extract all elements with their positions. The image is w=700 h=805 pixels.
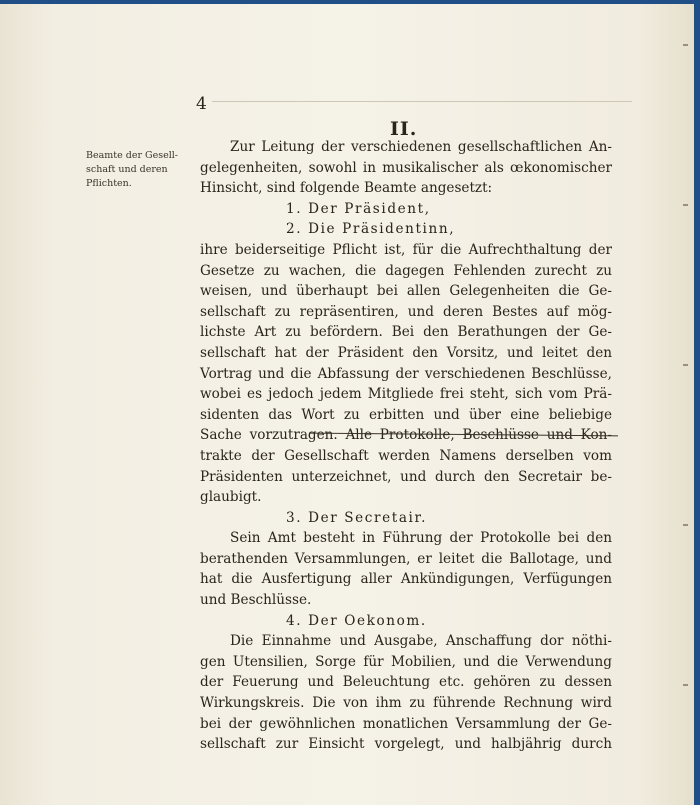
text-line: sellschaft zur Einsicht vorgelegt, und halbjährig durch [200,736,612,753]
text-line: bei der gewöhnlichen monatlichen Versammlung der Ge- [200,715,612,732]
officer-heading: 4. Der Oekonom. [286,612,427,629]
text-line: und Beschlüsse. [200,592,312,609]
text-line: sellschaft hat der Präsident den Vorsitz, und leitet den [200,344,612,361]
text-line: Sein Amt besteht in Führung der Protokolle bei den [230,530,612,547]
text-line: trakte der Gesellschaft werden Namens derselben vom [200,447,612,464]
margin-note-line: Beamte der Gesell- [86,150,178,161]
text-line: sidenten das Wort zu erbitten und über eine beliebige [200,406,612,423]
text-line: gen Utensilien, Sorge für Mobilien, und die Verwendung [200,653,612,670]
page-number: 4 [196,94,207,114]
header-rule [212,101,632,102]
text-line: Hinsicht, sind folgende Beamte angesetzt: [200,180,493,197]
text-line: weisen, und überhaupt bei allen Gelegenheiten die Ge- [200,283,612,300]
text-line: berathenden Versammlungen, er leitet die Ballotage, und [200,550,612,567]
text-line: Sache vorzutragen. Alle Protokolle, Beschlüsse und Kon- [200,425,612,446]
body-text [200,137,612,755]
text-line: glaubigt. [200,489,262,506]
text-line: gelegenheiten, sowohl in musikalischer als œkonomischer [200,159,612,176]
text-line: Zur Leitung der verschiedenen gesellschaftlichen An- [230,139,612,155]
margin-note-line: Pflichten. [86,178,132,189]
officer-heading: 1. Der Präsident, [286,200,431,217]
page-edge-marks [680,44,688,744]
text-line: sellschaft zu repräsentiren, und deren Bestes auf mög- [200,303,612,320]
text-line: hat die Ausfertigung aller Ankündigungen, Verfügungen [200,571,612,588]
margin-note [86,149,202,191]
text-line: Gesetze zu wachen, die dagegen Fehlenden zurecht zu [200,262,612,279]
section-heading: II. [390,118,418,140]
book-page [0,4,694,805]
officer-heading: 3. Der Secretair. [286,509,428,526]
text-line: Vortrag und die Abfassung der verschiedenen Beschlüsse, [200,365,612,382]
text-line: lichste Art zu befördern. Bei den Berathungen der Ge- [200,324,612,341]
text-line: ihre beiderseitige Pflicht ist, für die Aufrechthaltung der [200,241,612,258]
text-line: wobei es jedoch jedem Mitgliede frei steht, sich vom Prä- [200,386,612,403]
text-line: Die Einnahme und Ausgabe, Anschaffung dor nöthi- [230,633,612,650]
margin-note-line: schaft und deren [86,164,168,175]
text-line: Wirkungskreis. Die von ihm zu führende Rechnung wird [200,695,612,712]
officer-heading: 2. Die Präsidentinn, [286,221,456,238]
text-line: Präsidenten unterzeichnet, und durch den Secretair be- [200,468,612,485]
text-line: der Feuerung und Beleuchtung etc. gehören zu dessen [200,674,612,691]
